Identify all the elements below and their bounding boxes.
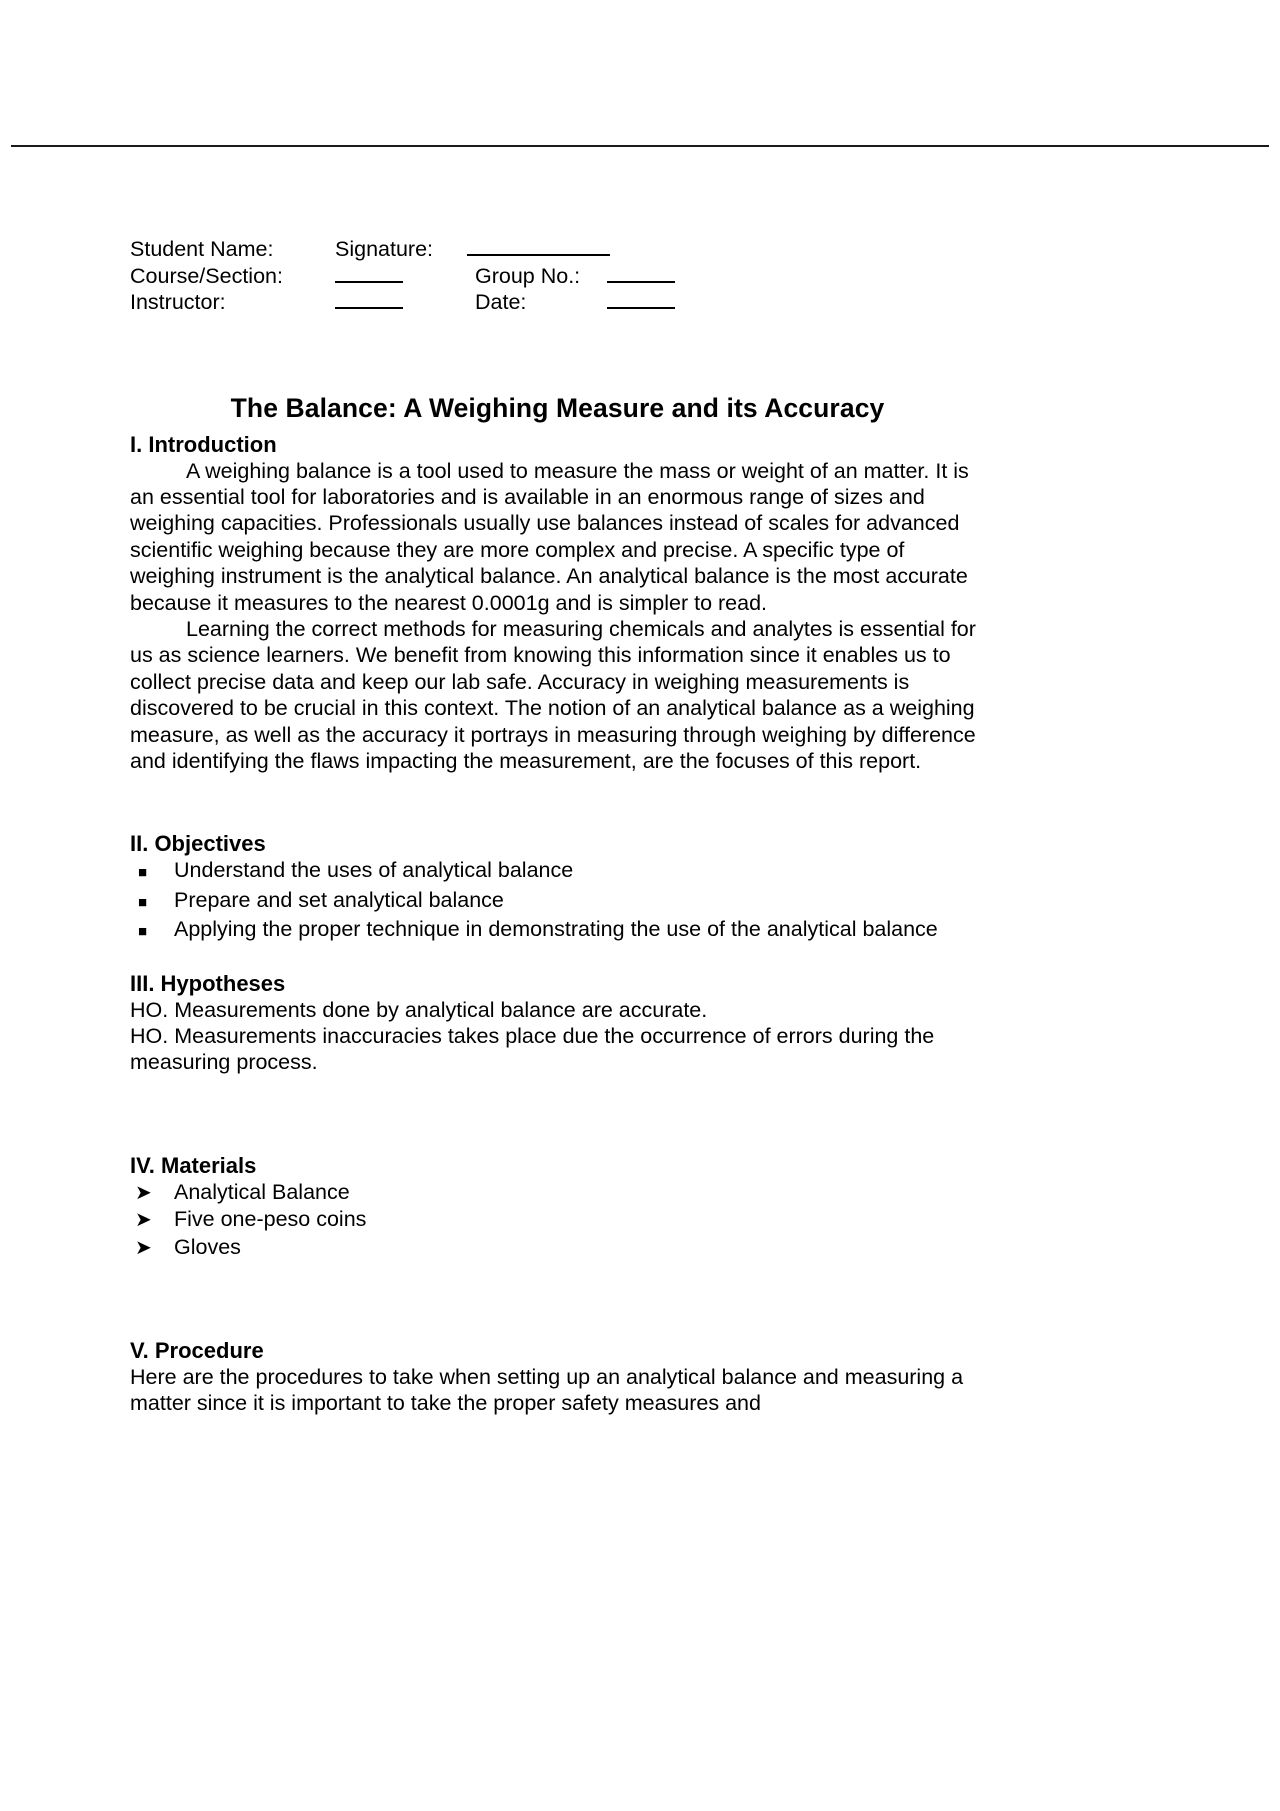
info-row-instructor bbox=[130, 289, 985, 316]
group-no-label: Group No.: bbox=[475, 263, 581, 288]
section-heading-objectives: II. Objectives bbox=[130, 831, 266, 857]
square-bullet-icon: ■ bbox=[138, 864, 148, 882]
procedure-paragraph-1: Here are the procedures to take when setting up an analytical balance and measuring a matter since it is important to take the proper safety measures and bbox=[130, 1365, 964, 1416]
material-item-label: Five one-peso coins bbox=[174, 1207, 367, 1232]
hypothesis-line-1: HO. Measurements done by analytical balance are accurate. bbox=[130, 997, 708, 1022]
arrow-bullet-icon: ➤ bbox=[135, 1209, 152, 1232]
instructor-blank-field[interactable] bbox=[335, 289, 403, 309]
arrow-bullet-icon: ➤ bbox=[135, 1236, 152, 1259]
list-item bbox=[130, 1179, 985, 1206]
course-section-label: Course/Section: bbox=[130, 263, 283, 288]
hypothesis-line-2: HO. Measurements inaccuracies takes place due the occurrence of errors during the measuring process. bbox=[130, 1024, 935, 1075]
section-heading-introduction: I. Introduction bbox=[130, 431, 277, 457]
objective-item-label: Applying the proper technique in demonstrating the use of the analytical balance bbox=[174, 917, 938, 942]
introduction-paragraph-2: Learning the correct methods for measuring chemicals and analytes is essential for us as science learners. We benefit from knowing this information since it enables us to collect precise data and keep our lab safe. Accuracy in weighing measurements is discovered to be crucial in this context. The notion of an analytical balance as a weighing measure, as well as the accuracy it portrays in measuring through weighing by difference and identifying the flaws impacting the measurement, are the focuses of this report. bbox=[130, 616, 976, 773]
section-heading-materials: IV. Materials bbox=[130, 1152, 257, 1178]
section-heading-procedure: V. Procedure bbox=[130, 1338, 264, 1364]
objective-item-label: Understand the uses of analytical balance bbox=[174, 858, 574, 883]
list-item bbox=[130, 887, 985, 916]
document-content bbox=[130, 236, 985, 1417]
arrow-bullet-icon: ➤ bbox=[135, 1181, 152, 1204]
date-blank-field[interactable] bbox=[607, 289, 675, 309]
introduction-paragraph-1: A weighing balance is a tool used to measure the mass or weight of an matter. It is an essential tool for laboratories and is available in an enormous range of sizes and weighing capacities. Professionals usually use balances instead of scales for advanced scientific weighing because they are more complex and precise. A specific type of weighing instrument is the analytical balance. An analytical balance is the most accurate because it measures to the nearest 0.0001g and is simpler to read. bbox=[130, 458, 969, 615]
list-item bbox=[130, 857, 985, 886]
signature-blank-field[interactable] bbox=[467, 236, 610, 256]
square-bullet-icon: ■ bbox=[138, 893, 148, 911]
course-section-blank-field[interactable] bbox=[335, 263, 403, 283]
header-divider-rule bbox=[11, 145, 1269, 147]
list-item bbox=[130, 1206, 985, 1233]
info-row-course-section bbox=[130, 263, 985, 290]
objective-item-label: Prepare and set analytical balance bbox=[174, 887, 504, 912]
list-item bbox=[130, 916, 985, 945]
info-row-student-name bbox=[130, 236, 985, 263]
student-info-block bbox=[130, 236, 985, 316]
page-title: The Balance: A Weighing Measure and its Accuracy bbox=[230, 392, 885, 423]
list-item bbox=[130, 1234, 985, 1261]
material-item-label: Gloves bbox=[174, 1234, 241, 1259]
student-name-label: Student Name: bbox=[130, 237, 274, 261]
materials-list bbox=[130, 1179, 985, 1261]
section-heading-hypotheses: III. Hypotheses bbox=[130, 970, 286, 996]
material-item-label: Analytical Balance bbox=[174, 1179, 350, 1204]
signature-label: Signature: bbox=[335, 237, 434, 261]
square-bullet-icon: ■ bbox=[138, 923, 148, 941]
objectives-list bbox=[130, 857, 985, 945]
date-label: Date: bbox=[475, 290, 527, 314]
instructor-label: Instructor: bbox=[130, 290, 226, 314]
group-no-blank-field[interactable] bbox=[607, 263, 675, 283]
